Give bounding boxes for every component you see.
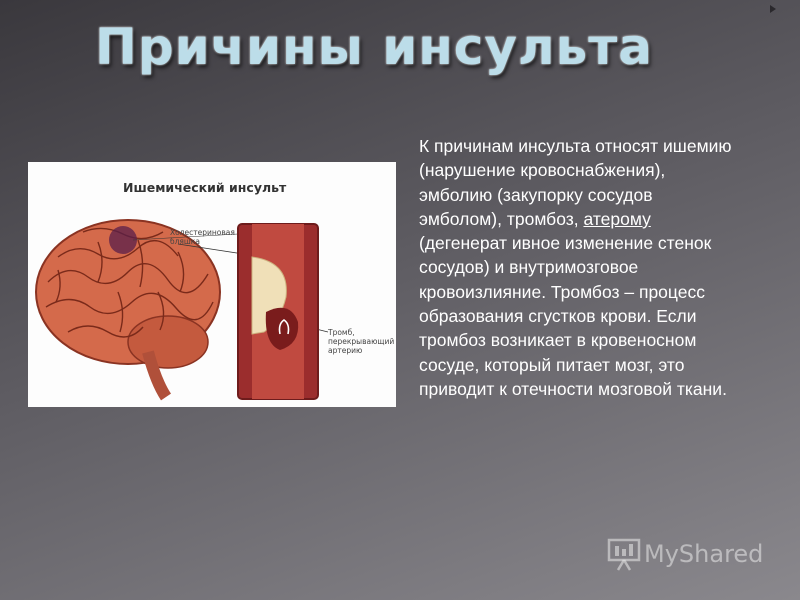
body-text-part-2: (дегенерат ивное изменение стенок сосудов) и внутримозговое кровоизлияние. Тромбоз – процесс образования сгустков крови. Если тромбоз возникает в кровеносном сосуде, который питает мозг, это приводит к отечности мозговой ткани. bbox=[419, 233, 727, 399]
nav-arrow-icon[interactable] bbox=[770, 5, 776, 13]
plaque-label: Холестериновая бляшка bbox=[170, 228, 235, 246]
cerebellum-shape bbox=[128, 316, 208, 368]
presentation-board-icon bbox=[606, 537, 642, 571]
infarct-area bbox=[109, 226, 137, 254]
slide-body-text bbox=[419, 134, 739, 401]
body-text-part-1: К причинам инсульта относят ишемию (нарушение кровоснабжения), эмболию (закупорку сосудов эмболом), тромбоз, bbox=[419, 136, 732, 229]
brain-and-artery-drawing bbox=[28, 162, 396, 407]
watermark bbox=[606, 536, 763, 572]
thrombus-label: Тромб, перекрывающий артерию bbox=[328, 328, 395, 355]
slide-title: Причины инсульта bbox=[95, 18, 653, 76]
figure-caption: Ишемический инсульт bbox=[123, 180, 287, 195]
ischemic-stroke-illustration bbox=[28, 162, 396, 407]
watermark-text: MyShared bbox=[644, 540, 764, 568]
atheroma-link[interactable]: атерому bbox=[583, 208, 651, 229]
